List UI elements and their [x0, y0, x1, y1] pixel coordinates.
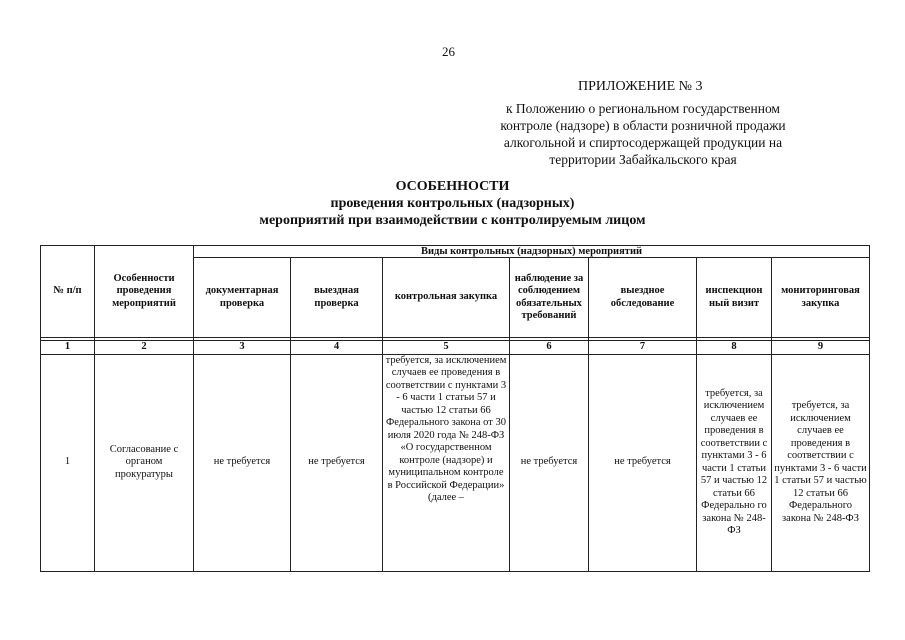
appendix-reference: [478, 100, 808, 168]
header-group: Виды контрольных (надзорных) мероприятий: [194, 246, 870, 258]
appendix-reference-line: к Положению о региональном государственном: [506, 101, 780, 116]
column-number: 3: [194, 341, 291, 355]
column-number: 7: [589, 341, 697, 355]
row-cell: требуется, за исключением случаев ее проведения в соответствии с пунктами 3 - 6 части 1 статьи 57 и частью 12 статьи 66 Федерально го закона № 248-ФЗ: [697, 354, 772, 571]
row-cell: не требуется: [510, 354, 589, 571]
title-line: ОСОБЕННОСТИ: [395, 179, 510, 194]
header-event: мониторинговая закупка: [772, 258, 870, 338]
column-number: 5: [383, 341, 510, 355]
row-cell: требуется, за исключением случаев ее проведения в соответствии с пунктами 3 - 6 части 1 статьи 57 и частью 12 статьи 66 Федерального закона от 30 июля 2020 года № 248-ФЗ «О государственном контроле (надзоре) и муниципальном контроле в Российской Федерации» (далее –: [383, 354, 510, 571]
header-event: выездная проверка: [291, 258, 383, 338]
header-no: № п/п: [41, 246, 95, 338]
header-event: инспекцион ный визит: [697, 258, 772, 338]
column-number: 2: [95, 341, 194, 355]
page-number: 26: [442, 44, 455, 59]
column-number: 8: [697, 341, 772, 355]
column-number: 1: [41, 341, 95, 355]
table-row: [41, 354, 870, 571]
header-event: выездное обследование: [589, 258, 697, 338]
header-event: наблюдение за соблюдением обязательных требований: [510, 258, 589, 338]
header-features: Особенности проведения мероприятий: [95, 246, 194, 338]
row-cell: не требуется: [589, 354, 697, 571]
title-line: проведения контрольных (надзорных): [330, 196, 575, 211]
header-event: документарная проверка: [194, 258, 291, 338]
row-cell: не требуется: [194, 354, 291, 571]
title-line: мероприятий при взаимодействии с контролируемым лицом: [259, 213, 646, 228]
row-cell: не требуется: [291, 354, 383, 571]
row-feature: Согласование с органом прокуратуры: [95, 354, 194, 571]
column-number: 4: [291, 341, 383, 355]
appendix-title: ПРИЛОЖЕНИЕ № 3: [578, 79, 703, 94]
header-event: контрольная закупка: [383, 258, 510, 338]
document-title: [0, 178, 905, 229]
appendix-reference-line: алкогольной и спиртосодержащей продукции на: [503, 135, 783, 150]
row-cell: требуется, за исключением случаев ее проведения в соответствии с пунктами 3 - 6 части 1 статьи 57 и частью 12 статьи 66 Федерального закона № 248-ФЗ: [772, 354, 870, 571]
column-number: 9: [772, 341, 870, 355]
appendix-reference-line: контроле (надзоре) в области розничной продажи: [500, 118, 786, 133]
row-number: 1: [41, 354, 95, 571]
appendix-reference-line: территории Забайкальского края: [549, 152, 737, 167]
features-table: [40, 245, 870, 572]
column-number: 6: [510, 341, 589, 355]
